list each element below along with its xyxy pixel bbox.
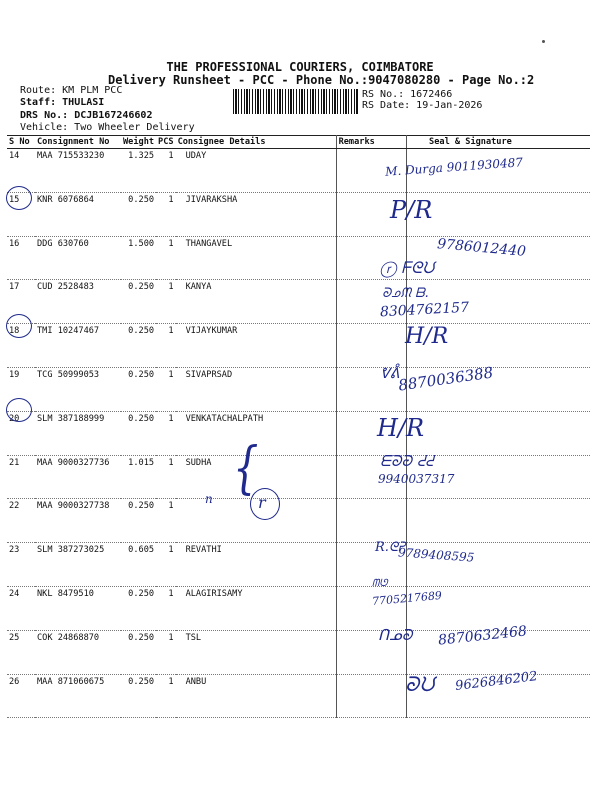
table-row <box>7 324 590 368</box>
signature-row-20: H/R <box>377 414 425 442</box>
consignee-cell: VIJAYKUMAR <box>176 324 337 368</box>
scribble-row-24: ᗰᘎ <box>372 578 388 589</box>
weight-cell: 1.015 <box>121 455 156 499</box>
signature-row-19: 8870036388 <box>397 363 495 395</box>
row-20-circle-mark <box>6 398 32 422</box>
pcs-cell: 1 <box>156 455 176 499</box>
staff-label: Staff: <box>20 97 57 108</box>
sno-cell: 14 <box>7 149 35 193</box>
table-row <box>7 192 590 236</box>
scribble-row-26: ᘐᙀ <box>405 672 435 696</box>
consignee-cell: ANBU <box>176 674 337 718</box>
curly-brace-mark: { <box>233 436 259 502</box>
table-header-row <box>7 136 590 149</box>
pcs-cell: 1 <box>156 499 176 543</box>
sno-cell: 21 <box>7 455 35 499</box>
consignment-cell: SLM 387188999 <box>35 411 121 455</box>
consignment-cell: SLM 387273025 <box>35 543 121 587</box>
weight-cell: 0.250 <box>121 192 156 236</box>
signature-row-25: 8870632468 <box>437 623 528 649</box>
remarks-cell <box>336 499 406 543</box>
weight-cell: 0.250 <box>121 630 156 674</box>
scan-speck <box>542 40 545 43</box>
consignee-cell: UDAY <box>176 149 337 193</box>
consignee-cell: ALAGIRISAMY <box>176 586 337 630</box>
drs-line <box>20 110 152 121</box>
sno-cell: 20 <box>7 411 35 455</box>
remarks-cell <box>336 674 406 718</box>
consignment-cell: CUD 2528483 <box>35 280 121 324</box>
sno-cell: 25 <box>7 630 35 674</box>
consignee-cell: SIVAPRSAD <box>176 367 337 411</box>
weight-cell: 0.250 <box>121 499 156 543</box>
pcs-cell: 1 <box>156 324 176 368</box>
weight-cell: 0.250 <box>121 586 156 630</box>
consignment-cell: NKL 8479510 <box>35 586 121 630</box>
consignment-cell: TMI 10247467 <box>35 324 121 368</box>
table-row <box>7 411 590 455</box>
scribble-row-21: ᗴᘐᘒ ᕍᕍ <box>380 452 434 470</box>
table-row <box>7 543 590 587</box>
consignment-cell: MAA 715533230 <box>35 149 121 193</box>
remarks-cell <box>336 324 406 368</box>
consignee-cell: REVATHI <box>176 543 337 587</box>
scribble-row-25: ᑎᓄᘐ <box>378 626 413 644</box>
signature-row-21: 9940037317 <box>378 472 455 486</box>
col-pcs: PCS <box>158 137 174 147</box>
consignment-cell: DDG 630760 <box>35 236 121 280</box>
consignee-cell: JIVARAKSHA <box>176 192 337 236</box>
weight-cell: 1.500 <box>121 236 156 280</box>
col-sno: S No <box>7 136 35 149</box>
signature-mark-row-16: ⓡ ᖴᘓᙀ <box>380 258 435 277</box>
consignment-cell: MAA 9000327738 <box>35 499 121 543</box>
pcs-cell: 1 <box>156 674 176 718</box>
pcs-cell: 1 <box>156 543 176 587</box>
small-n-mark: n <box>205 492 213 506</box>
consignee-cell: TSL <box>176 630 337 674</box>
signature-row-16: 9786012440 <box>436 236 527 260</box>
weight-cell: 0.250 <box>121 280 156 324</box>
scribble-row-23: R.ᘓᕈ <box>375 540 406 555</box>
tamil-signature-row-17: ᘐᓄᙏ ᗷ. <box>382 286 429 301</box>
signature-cell <box>407 192 590 236</box>
signature-cell <box>407 499 590 543</box>
table-row <box>7 455 590 499</box>
signature-row-15: P/R <box>390 196 433 224</box>
signature-row-18: H/R <box>405 324 449 349</box>
rs-date: RS Date: 19-Jan-2026 <box>362 100 483 111</box>
pcs-cell: 1 <box>156 411 176 455</box>
consignee-cell: KANYA <box>176 280 337 324</box>
runsheet-subtitle: Delivery Runsheet - PCC - Phone No.:9047080280 - Page No.:2 <box>108 73 535 87</box>
drs-label: DRS No.: <box>20 110 69 121</box>
weight-cell: 0.250 <box>121 411 156 455</box>
signature-row-23: 9789408595 <box>397 545 475 565</box>
row-18-circle-mark <box>6 314 32 338</box>
drs-value: DCJB167246602 <box>74 110 153 121</box>
sno-cell: 18 <box>7 324 35 368</box>
signature-row-24: 7705217689 <box>371 588 443 609</box>
consignee-cell: VENKATACHALPATH <box>176 411 337 455</box>
consignee-cell: SUDHA <box>176 455 337 499</box>
signature-row-14: M. Durga 9011930487 <box>384 155 524 179</box>
weight-cell: 0.250 <box>121 367 156 411</box>
circled-r-letter: r <box>258 493 266 512</box>
signature-row-17: 8304762157 <box>379 299 470 321</box>
sno-cell: 24 <box>7 586 35 630</box>
col-consignee: Consignee Details <box>176 136 337 149</box>
consignment-cell: KNR 6076864 <box>35 192 121 236</box>
company-title: THE PROFESSIONAL COURIERS, COIMBATORE <box>166 60 434 74</box>
row-15-circle-mark <box>6 186 32 210</box>
staff-value: THULASI <box>62 97 105 108</box>
table-row <box>7 367 590 411</box>
rs-number: RS No.: 1672466 <box>362 89 453 100</box>
sno-cell: 22 <box>7 499 35 543</box>
route-label: Route: KM PLM PCC <box>20 85 123 96</box>
pcs-cell: 1 <box>156 149 176 193</box>
weight-cell: 0.605 <box>121 543 156 587</box>
sno-cell: 16 <box>7 236 35 280</box>
weight-cell: 0.250 <box>121 674 156 718</box>
table-row <box>7 499 590 543</box>
pcs-cell: 1 <box>156 630 176 674</box>
pcs-cell: 1 <box>156 236 176 280</box>
col-consignment: Consignment No <box>35 136 121 149</box>
weight-cell: 0.250 <box>121 324 156 368</box>
sno-cell: 19 <box>7 367 35 411</box>
sno-cell: 15 <box>7 192 35 236</box>
col-remarks: Remarks <box>336 136 406 149</box>
staff-line <box>20 97 104 108</box>
consignment-cell: MAA 9000327736 <box>35 455 121 499</box>
table-row <box>7 586 590 630</box>
pcs-cell: 1 <box>156 367 176 411</box>
signature-cell <box>407 411 590 455</box>
pcs-cell: 1 <box>156 586 176 630</box>
weight-cell: 1.325 <box>121 149 156 193</box>
consignment-cell: TCG 50999053 <box>35 367 121 411</box>
consignment-cell: COK 24868870 <box>35 630 121 674</box>
barcode <box>233 89 359 114</box>
col-weight: Weight <box>123 137 155 147</box>
col-signature: Seal & Signature <box>407 136 590 149</box>
sno-cell: 26 <box>7 674 35 718</box>
sno-cell: 23 <box>7 543 35 587</box>
table-row <box>7 280 590 324</box>
signature-row-26: 9626846202 <box>454 669 539 694</box>
pcs-cell: 1 <box>156 280 176 324</box>
scribble-row-19: ᕓᕔ <box>380 366 400 382</box>
pcs-cell: 1 <box>156 192 176 236</box>
consignee-cell: THANGAVEL <box>176 236 337 280</box>
sno-cell: 17 <box>7 280 35 324</box>
vehicle-label: Vehicle: Two Wheeler Delivery <box>20 122 195 133</box>
consignment-cell: MAA 871060675 <box>35 674 121 718</box>
